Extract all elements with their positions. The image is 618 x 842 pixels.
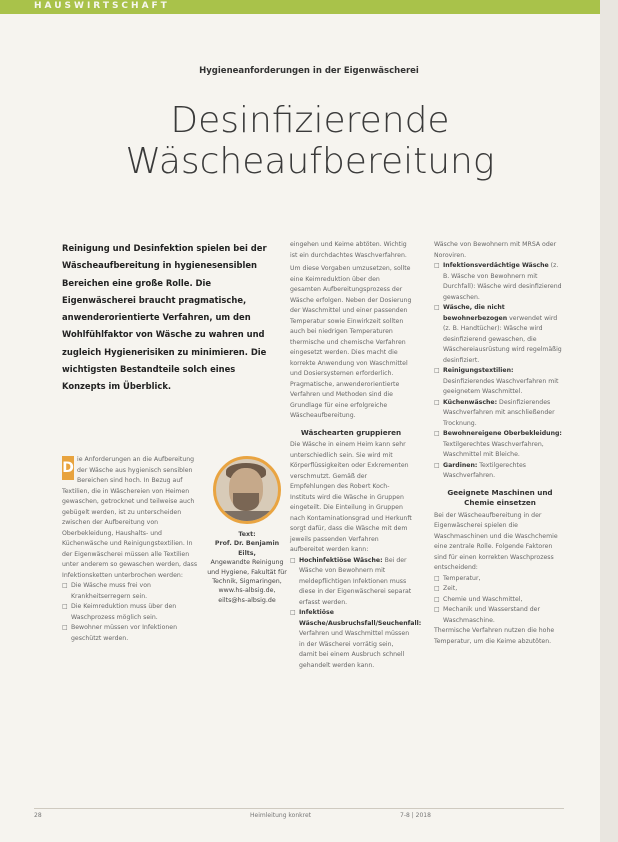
list-item: □ Temperatur, [434, 574, 566, 585]
page-number: 28 [34, 812, 42, 819]
footer-rule [34, 808, 564, 809]
list-item: □ Die Keimreduktion muss über den Waschprozess möglich sein. [62, 602, 204, 623]
list-item: □ Zeit, [434, 584, 566, 595]
portrait-shirt [216, 511, 278, 524]
column-2-p3: Die Wäsche in einem Heim kann sehr unterschiedlich sein. Sie wird mit Körperflüssigkeiten oder Exkrementen verschmutzt. Gemäß der Empfehlungen des Robert Koch-Instituts wird die Wäsche in Gruppen eingeteilt. Die Einteilung in Gruppen nach Kontaminationsgrad und Herkunft sorgt dafür, dass die Wäsche mit dem jeweils passenden Verfahren aufbereitet werden kann: [290, 441, 412, 553]
list-item: □ Bewohnereigene Oberbekleidung: Textilgerechtes Waschverfahren, Waschmittel mit Bleiche. [434, 429, 566, 461]
author-name: Prof. Dr. Benjamin Eilts, [214, 540, 280, 557]
list-item: □ Die Wäsche muss frei von Krankheitserregern sein. [62, 581, 204, 602]
column-1 [62, 455, 204, 644]
column-2-p1: eingehen und Keime abtöten. Wichtig ist ein durchdachtes Waschverfahren. [290, 241, 407, 259]
author-email[interactable]: eilts@hs-albsig.de [218, 596, 276, 604]
list-item: □ Infektiöse Wäsche/Ausbruchsfall/Seuchenfall: Verfahren und Waschmittel müssen in der Wäscherei vorrätig sein, damit bei einem Ausbruch schnell gehandelt werden kann. [290, 608, 412, 671]
column-3-bullets [434, 261, 566, 482]
list-item: □ Reinigungstextilien: Desinfizierendes Waschverfahren mit geeignetem Waschmittel. [434, 366, 566, 398]
section-label: HAUSWIRTSCHAFT [34, 1, 170, 11]
list-item: □ Chemie und Waschmittel, [434, 595, 566, 606]
column-3-subheading: Geeignete Maschinen und Chemie einsetzen [447, 487, 553, 507]
issue-label: 7-8 | 2018 [400, 812, 431, 819]
page-edge [600, 0, 618, 842]
intro-lead: Reinigung und Desinfektion spielen bei der Wäscheaufbereitung in hygienesensiblen Bereichen eine große Rolle. Die Eigenwäscherei braucht pragmatische, anwenderorientierte Verfahren, um den Wohlfühlfaktor von Wäsche zu wahren und zugleich Hygienerisiken zu minimieren. Die wichtigsten Bestandteile solch eines Konzepts im Überblick. [62, 243, 267, 392]
section-header-band [0, 0, 600, 14]
column-3-p3: Thermische Verfahren nutzen die hohe Temperatur, um die Keime abzutöten. [434, 627, 555, 645]
column-3 [434, 240, 566, 647]
column-1-body [62, 455, 204, 581]
list-item: □ Bewohner müssen vor Infektionen geschützt werden. [62, 623, 204, 644]
author-label: Text: [238, 531, 256, 538]
portrait-beard [233, 493, 259, 511]
column-2-bullets [290, 556, 422, 672]
column-1-bullets [62, 581, 204, 644]
list-item: □ Mechanik und Wasserstand der Waschmaschine. [434, 605, 566, 626]
column-2-p2: Um diese Vorgaben umzusetzen, sollte eine Keimreduktion über den gesamten Aufbereitungsprozess der Wäsche erfolgen. Neben der Dosierung der Waschmittel und einer passenden Temperatur sowie Einwirkzeit sollten auch bei niedrigen Temperaturen thermische und chemische Verfahren eingesetzt werden. Dies macht die korrekte Anwendung von Waschmittel und Dosiersystemen erforderlich. Pragmatische, anwenderorientierte Verfahren und Methoden sind die Grundlage für eine erfolgreiche Wäscheaufbereitung. [290, 265, 412, 419]
column-3-p2: Bei der Wäscheaufbereitung in der Eigenwäscherei spielen die Waschmaschinen und die Waschchemie eine zentrale Rolle. Folgende Faktoren sind für einen korrekten Waschprozess entscheidend: [434, 511, 558, 571]
page-title: Desinfizierende Wäscheaufbereitung [125, 100, 495, 182]
list-item: □ Wäsche, die nicht bewohnerbezogen verwendet wird (z. B. Handtücher): Wäsche wird desinfizierend gewaschen, die Wäschereiausrüstung wird regelmäßig desinfiziert. [434, 303, 566, 366]
list-item: □ Küchenwäsche: Desinfizierendes Waschverfahren mit anschließender Trocknung. [434, 398, 566, 430]
column-2-subheading: Wäschearten gruppieren [300, 427, 402, 437]
column-3-bullets-2 [434, 574, 566, 627]
journal-name: Heimleitung konkret [250, 812, 312, 819]
list-item: □ Gardinen: Textilgerechtes Waschverfahren. [434, 461, 566, 482]
author-role: Angewandte Reinigung und Hygiene, Fakultät für Technik, Sigmaringen, [207, 559, 287, 586]
column-3-p1: Wäsche von Bewohnern mit MRSA oder Noroviren. [434, 241, 557, 259]
author-portrait [213, 456, 281, 524]
column-1-text: ie Anforderungen an die Aufbereitung der Wäsche aus hygienisch sensiblen Bereichen sind hoch. In Bezug auf Textilien, die in Wäschereien von Heimen gewaschen, getrocknet und teilweise auch gebügelt werden, ist zu unterscheiden zwischen der Aufbereitung von Oberbekleidung, Haushalts- und Küchenwäsche und Reinigungstextilien. In der Eigenwäscherei müssen alle Textilien unter anderem so gewaschen werden, dass Infektionsketten unterbrochen werden: [62, 456, 198, 579]
list-item: □ Hochinfektiöse Wäsche: Bei der Wäsche von Bewohnern mit meldepflichtigen Infektionen muss diese in der Eigenwäscherei separat erfasst werden. [290, 556, 412, 609]
dropcap: D [62, 456, 74, 480]
list-item: □ Infektionsverdächtige Wäsche (z. B. Wäsche von Bewohnern mit Durchfall): Wäsche wird desinfizierend gewaschen. [434, 261, 566, 303]
kicker: Hygieneanforderungen in der Eigenwäscherei [199, 66, 419, 76]
author-web[interactable]: www.hs-albsig.de, [218, 587, 276, 595]
column-2 [290, 240, 422, 671]
author-box [206, 456, 288, 605]
